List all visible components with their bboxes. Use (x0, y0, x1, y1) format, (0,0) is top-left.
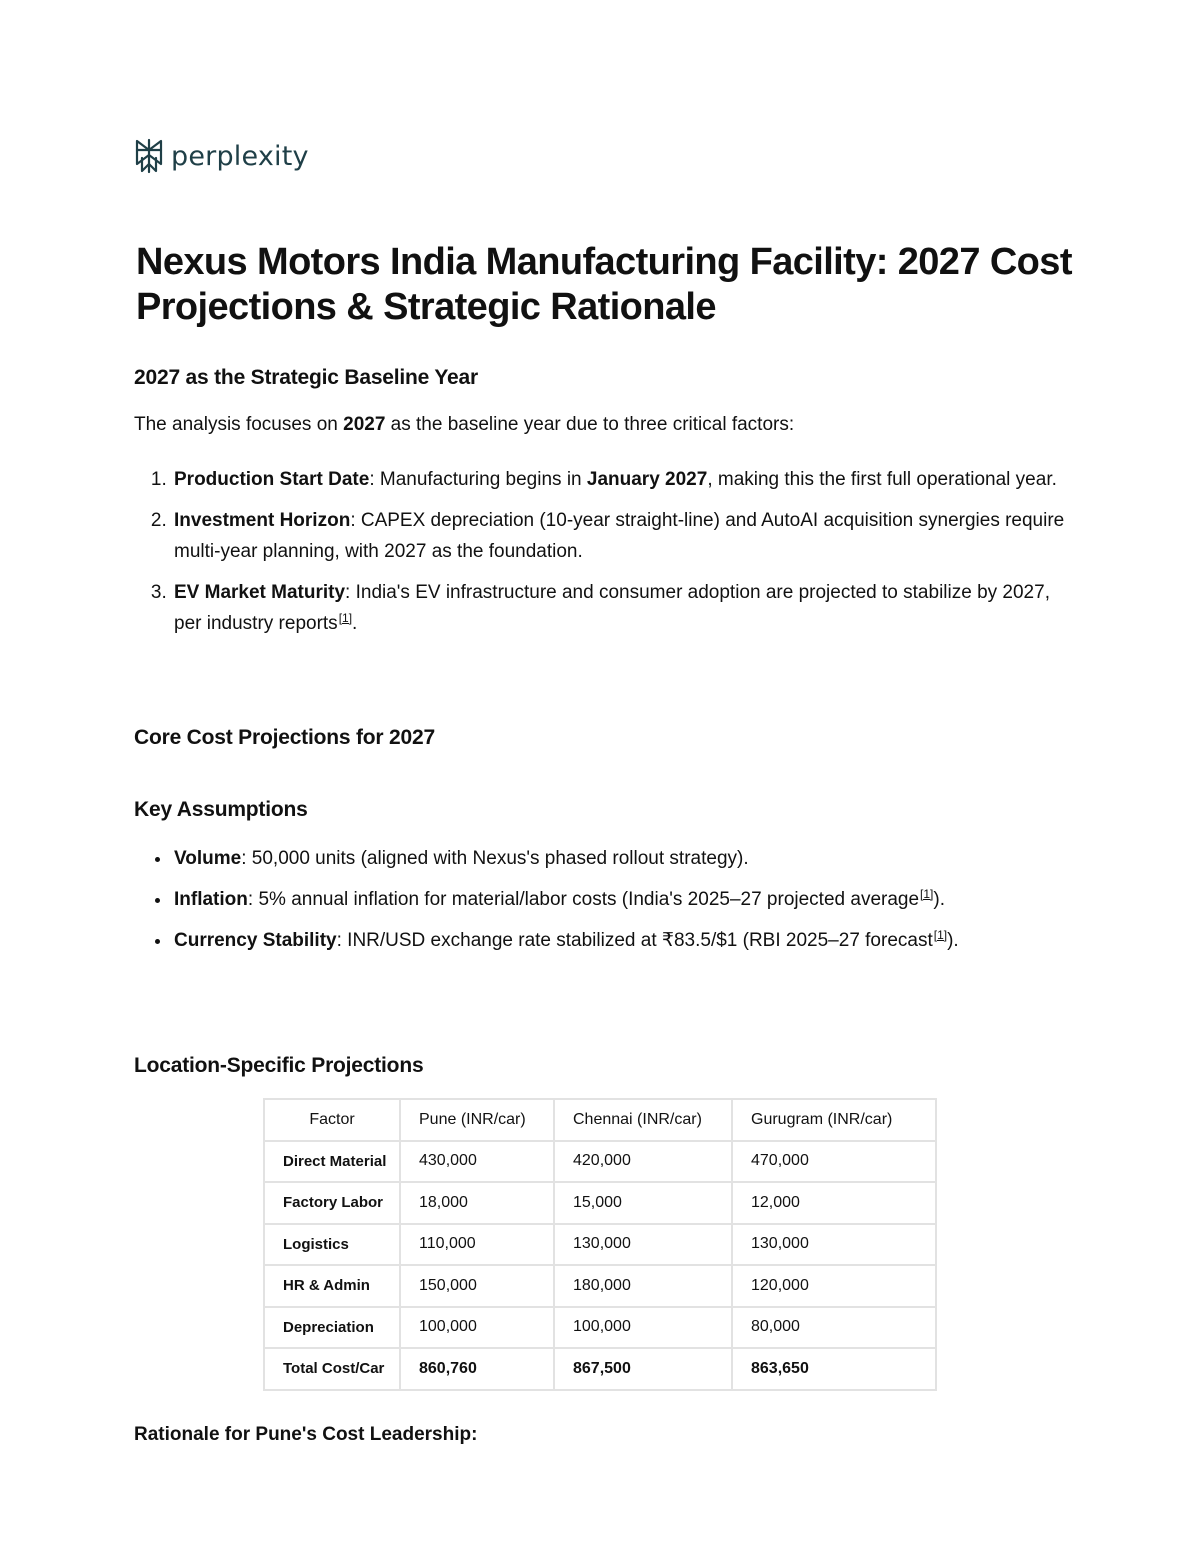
row-label: Direct Material (264, 1141, 400, 1183)
table-row (264, 1307, 936, 1349)
table-row (264, 1224, 936, 1266)
citation-link[interactable]: [1] (338, 611, 353, 625)
intro-bold-year: 2027 (343, 414, 386, 435)
rationale-heading: Rationale for Pune's Cost Leadership: (134, 1424, 478, 1445)
assumptions-list (134, 843, 1072, 966)
factor-label: Production Start Date (174, 469, 370, 490)
location-projections-heading: Location-Specific Projections (134, 1054, 424, 1077)
intro-text-start: The analysis focuses on (134, 414, 344, 435)
column-header: Factor (264, 1099, 400, 1141)
table-cell: 430,000 (400, 1141, 554, 1183)
table-cell: 100,000 (554, 1307, 732, 1349)
table-cell: 860,760 (400, 1348, 554, 1390)
baseline-heading: 2027 as the Strategic Baseline Year (134, 366, 478, 389)
table-cell: 420,000 (554, 1141, 732, 1183)
row-label: Total Cost/Car (264, 1348, 400, 1390)
brand-logo (133, 138, 309, 174)
assumption-label: Volume (174, 848, 242, 869)
assumption-text-end: ). (933, 889, 945, 910)
table-header-row (264, 1099, 936, 1141)
row-label: Depreciation (264, 1307, 400, 1349)
table-cell: 110,000 (400, 1224, 554, 1266)
table-cell: 130,000 (732, 1224, 936, 1266)
table-row (264, 1265, 936, 1307)
assumption-label: Inflation (174, 889, 248, 910)
factor-text: : CAPEX depreciation (10-year straight-line) and AutoAI acquisition synergies require multi-year planning, with 2027 as the foundation. (174, 510, 1065, 562)
core-projections-heading: Core Cost Projections for 2027 (134, 726, 435, 749)
table-cell: 120,000 (732, 1265, 936, 1307)
row-label: HR & Admin (264, 1265, 400, 1307)
table-row (264, 1182, 936, 1224)
row-label: Factory Labor (264, 1182, 400, 1224)
table-cell: 150,000 (400, 1265, 554, 1307)
column-header: Chennai (INR/car) (554, 1099, 732, 1141)
factor-label: EV Market Maturity (174, 582, 346, 603)
table-cell: 100,000 (400, 1307, 554, 1349)
perplexity-logo-icon (133, 138, 165, 174)
list-item (172, 884, 1072, 915)
column-header: Gurugram (INR/car) (732, 1099, 936, 1141)
assumption-label: Currency Stability (174, 930, 337, 951)
factor-bold: January 2027 (586, 469, 708, 490)
table-cell: 130,000 (554, 1224, 732, 1266)
citation-link[interactable]: [1] (933, 928, 948, 942)
document-title: Nexus Motors India Manufacturing Facility: 2027 Cost Projections & Strategic Rationale (136, 241, 1072, 328)
list-item (172, 505, 1072, 567)
list-item (172, 925, 1072, 956)
table-total-row (264, 1348, 936, 1390)
assumption-text: : 5% annual inflation for material/labor costs (India's 2025–27 projected average (247, 889, 920, 910)
list-item (172, 464, 1072, 495)
factor-text-end: . (352, 613, 358, 634)
table-cell: 867,500 (554, 1348, 732, 1390)
table-cell: 80,000 (732, 1307, 936, 1349)
table-cell: 863,650 (732, 1348, 936, 1390)
baseline-factors-list (134, 464, 1072, 649)
assumption-text-end: ). (947, 930, 959, 951)
row-label: Logistics (264, 1224, 400, 1266)
table-cell: 470,000 (732, 1141, 936, 1183)
baseline-intro (134, 414, 794, 436)
table-cell: 18,000 (400, 1182, 554, 1224)
table-row (264, 1141, 936, 1183)
table-cell: 12,000 (732, 1182, 936, 1224)
list-item (172, 577, 1072, 639)
table-cell: 15,000 (554, 1182, 732, 1224)
factor-text: : India's EV infrastructure and consumer adoption are projected to stabilize by 2027, per industry reports (174, 582, 1050, 634)
brand-name: perplexity (171, 140, 309, 172)
list-item (172, 843, 1072, 874)
assumption-text: : 50,000 units (aligned with Nexus's phased rollout strategy). (241, 848, 749, 869)
factor-text: : Manufacturing begins in (369, 469, 587, 490)
column-header: Pune (INR/car) (400, 1099, 554, 1141)
factor-label: Investment Horizon (174, 510, 351, 531)
factor-text: , making this the first full operational year. (707, 469, 1057, 490)
citation-link[interactable]: [1] (920, 887, 934, 901)
table-cell: 180,000 (554, 1265, 732, 1307)
key-assumptions-heading: Key Assumptions (134, 798, 308, 821)
assumption-text: : INR/USD exchange rate stabilized at ₹83.5/$1 (RBI 2025–27 forecast (336, 930, 933, 951)
cost-projection-table (263, 1098, 937, 1391)
intro-text-end: as the baseline year due to three critical factors: (385, 414, 795, 435)
